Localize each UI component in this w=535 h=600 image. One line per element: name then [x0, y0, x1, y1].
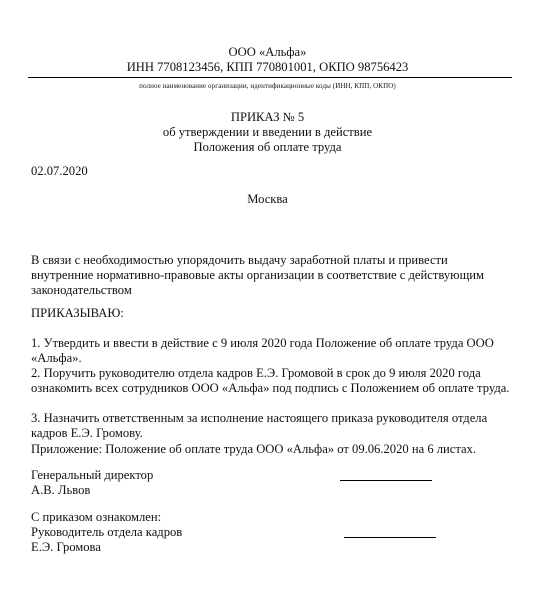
org-codes: ИНН 7708123456, КПП 770801001, ОКПО 98756423	[126, 60, 409, 74]
order-subject: Положения об оплате труда	[193, 140, 342, 154]
attachment: Приложение: Положение об оплате труда ООО «Альфа» от 09.06.2020 на 6 листах.	[31, 442, 477, 456]
preamble: В связи с необходимостью упорядочить выдачу заработной платы и привести внутренние нормативно-правовые акты организации в соответствие с действующим законодательством	[31, 253, 484, 297]
header-rule	[28, 77, 512, 78]
acquainted-signature-line	[344, 537, 436, 538]
header-caption: полное наименование организации, идентификационные коды (ИНН, КПП, ОКПО)	[139, 82, 396, 90]
signature-line	[340, 480, 432, 481]
order-item-3: 3. Назначить ответственным за исполнение настоящего приказа руководителя отдела кадров Е.Э. Громову.	[31, 411, 488, 440]
order-word: ПРИКАЗЫВАЮ:	[31, 306, 124, 320]
signatory-name: А.В. Львов	[31, 483, 91, 497]
order-date: 02.07.2020	[31, 164, 88, 178]
order-item-2: 2. Поручить руководителю отдела кадров Е.Э. Громовой в срок до 9 июля 2020 года ознакомить всех сотрудников ООО «Альфа» под подпись с Положением об оплате труда.	[31, 366, 510, 395]
order-item-1: 1. Утвердить и ввести в действие с 9 июля 2020 года Положение об оплате труда ООО «Альфа».	[31, 336, 494, 365]
order-subtitle: об утверждении и введении в действие	[162, 125, 373, 139]
signatory-position: Генеральный директор	[31, 468, 154, 482]
acquainted-position: Руководитель отдела кадров	[31, 525, 183, 539]
org-name: ООО «Альфа»	[228, 45, 307, 59]
acquainted-name: Е.Э. Громова	[31, 540, 101, 554]
acquainted-heading: С приказом ознакомлен:	[31, 510, 162, 524]
order-city: Москва	[247, 192, 288, 206]
order-title: ПРИКАЗ № 5	[230, 110, 305, 124]
